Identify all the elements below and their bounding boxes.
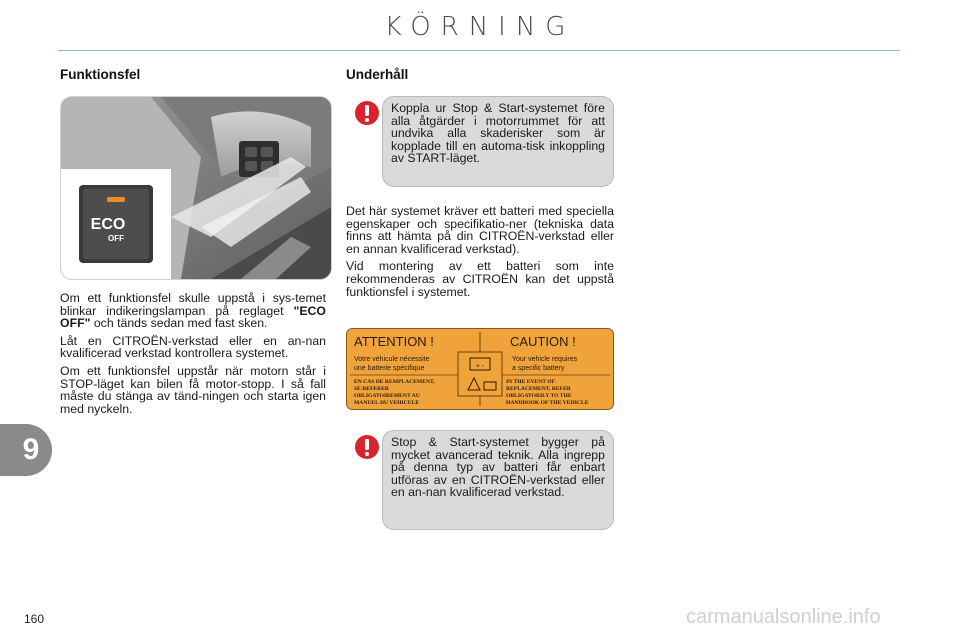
header-divider: [58, 50, 900, 51]
label-en-small-4: HANDBOOK OF THE VEHICLE: [506, 400, 589, 406]
label-en-small-1: IN THE EVENT OF: [506, 379, 556, 385]
label-en-small-3: OBLIGATORILY TO THE: [506, 393, 572, 399]
label-fr-sub-1: Votre véhicule nécessite: [354, 356, 430, 363]
label-fr-small-3: OBLIGATOIREMENT AU: [354, 393, 420, 399]
section-heading-underhall: Underhåll: [346, 67, 409, 82]
off-button-label: OFF: [108, 234, 124, 243]
section-heading-funktionsfel: Funktionsfel: [60, 67, 141, 82]
label-en-small-2: REPLACEMENT, REFER: [506, 386, 571, 392]
warning-callout-2: [382, 430, 614, 530]
label-en-sub-2: a specific battery: [512, 365, 565, 372]
warning-callout-2-text: Stop & Start-systemet bygger på mycket avancerad teknik. Alla ingrepp på denna typ av batteri får enbart utföras av en CITROËN-verkstad eller en an-nan kvalificerad verkstad.: [391, 435, 605, 500]
left-body-text: [60, 292, 326, 420]
label-caution-title: CAUTION !: [510, 334, 576, 349]
label-en-sub-1: Your vehicle requires: [512, 356, 578, 363]
right-paragraph-1: Det här systemet kräver ett batteri med speciella egenskaper och specifikatio-ner (tekniska data finns att hämta på din CITROËN-verkstad eller en annan kvalificerad verkstad).: [346, 204, 614, 256]
label-fr-sub-2: une batterie spécifique: [354, 365, 425, 372]
watermark: carmanualsonline.info: [686, 606, 881, 628]
dashboard-illustration: [61, 97, 331, 279]
label-fr-small-2: SE REFERER: [354, 386, 389, 392]
eco-button-label: ECO: [90, 216, 126, 233]
right-body-text: [346, 205, 614, 303]
left-paragraph-3: Om ett funktionsfel uppstår när motorn står i STOP-läget kan bilen få motor-stopp. I så fall måste du stänga av tänd-ningen och starta igen med nyckeln.: [60, 363, 326, 416]
chapter-number: 9: [22, 433, 40, 466]
label-fr-small-1: EN CAS DE REMPLACEMENT,: [354, 379, 435, 385]
left-paragraph-2: Låt en CITROËN-verkstad eller en an-nan kvalificerad verkstad kontrollera systemet.: [60, 333, 326, 361]
battery-warning-label: [346, 328, 614, 410]
warning-callout-1: [382, 96, 614, 187]
page-title: KÖRNING: [384, 12, 576, 42]
dashboard-photo: [60, 96, 332, 280]
label-attention-title: ATTENTION !: [354, 334, 434, 349]
battery-symbol: + -: [475, 363, 485, 370]
right-paragraph-2: Vid montering av ett batteri som inte rekommenderas av CITROËN kan det uppstå funktionsfel i systemet.: [346, 259, 614, 299]
page-number: 160: [24, 612, 45, 626]
left-paragraph-1: Om ett funktionsfel skulle uppstå i sys-temet blinkar indikeringslampan på reglaget "ECO OFF" och tänds sedan med fast sken.: [60, 291, 326, 331]
warning-icon: [354, 434, 380, 460]
chapter-tab: [0, 424, 52, 476]
warning-callout-1-text: Koppla ur Stop & Start-systemet före alla åtgärder i motorrummet för att undvika alla skaderisker som är kopplade till en automa-tisk inkoppling av START-läget.: [391, 101, 605, 166]
warning-icon: [354, 100, 380, 126]
label-fr-small-4: MANUEL DU VEHICULE: [354, 400, 420, 406]
eco-off-emphasis: "ECO OFF": [60, 303, 326, 331]
